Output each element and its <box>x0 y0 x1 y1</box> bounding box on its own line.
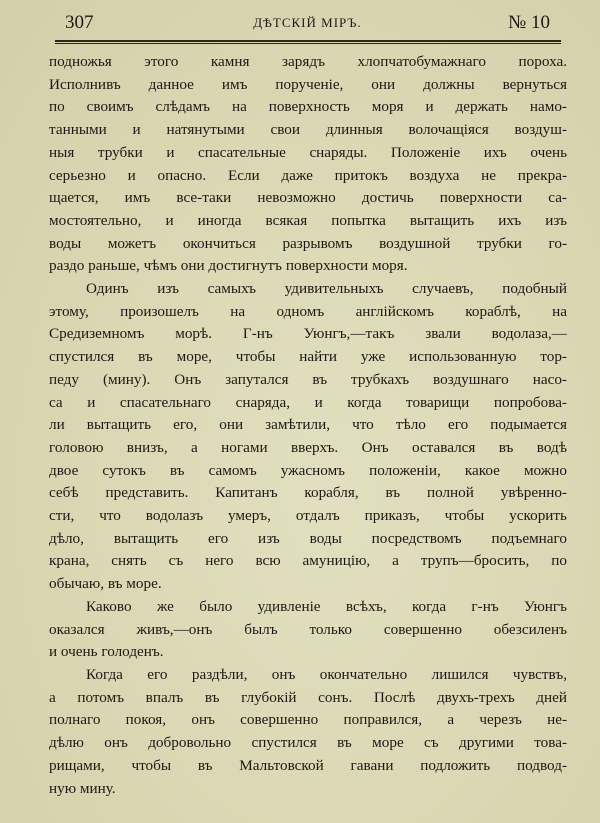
text-line: и очень голоденъ. <box>49 643 164 661</box>
header-rule <box>55 40 561 44</box>
text-line: серьезно и опасно. Если даже притокъ воздуха не прекра- <box>49 166 567 184</box>
text-line: Исполнивъ данное имъ порученіе, они должны вернуться <box>49 75 567 93</box>
text-line: сти, что водолазъ умеръ, отдалъ приказъ, чтобы ускорить <box>49 507 567 525</box>
text-line: оказался живъ,—онъ былъ только совершенно обезсиленъ <box>49 620 567 638</box>
text-line: ли вытащить его, они замѣтили, что тѣло его подымается <box>49 416 567 434</box>
paragraph <box>49 596 567 664</box>
text-line: крана, снять съ него всю амуницію, а трупъ—бросить, по <box>49 552 567 570</box>
text-line: педу (мину). Онъ запутался въ трубкахъ воздушнаго насо- <box>49 370 567 388</box>
text-line: рищами, чтобы въ Мальтовской гавани подложить подвод- <box>49 756 567 774</box>
text-line: Когда его раздѣли, онъ окончательно лишился чувствъ, <box>86 665 567 683</box>
text-line: Средиземномъ морѣ. Г-нъ Уюнгъ,—такъ звали водолаза,— <box>49 325 567 343</box>
page-number: 307 <box>65 12 94 33</box>
text-line: полнаго покоя, онъ совершенно поправился, а черезъ не- <box>49 711 567 729</box>
text-line: танными и натянутыми свои длинныя волочащіяся воздуш- <box>49 121 567 139</box>
text-line: головою внизъ, а ногами вверхъ. Онъ оставался въ водѣ <box>49 438 567 456</box>
body-text <box>49 51 567 800</box>
text-line: дѣло, вытащить его изъ воды посредствомъ подъемнаго <box>49 529 567 547</box>
text-line: щается, имъ все-таки невозможно достичь поверхности са- <box>49 189 567 207</box>
text-line: по своимъ слѣдамъ на поверхность моря и держать намо- <box>49 98 567 116</box>
text-line: мостоятельно, и иногда всякая попытка вытащить ихъ изъ <box>49 211 567 229</box>
text-line: этому, произошелъ на одномъ англійскомъ кораблѣ, на <box>49 302 567 320</box>
text-line: а потомъ впалъ въ глубокій сонъ. Послѣ двухъ-трехъ дней <box>49 688 567 706</box>
text-line: воды можетъ окончиться разрывомъ воздушной трубки го- <box>49 234 567 252</box>
text-line: обычаю, въ море. <box>49 575 162 593</box>
text-line: са и спасательнаго снаряда, и когда товарищи попробова- <box>49 393 567 411</box>
text-line: Одинъ изъ самыхъ удивительныхъ случаевъ, подобный <box>86 280 567 298</box>
text-line: спустился въ море, чтобы найти уже использованную тор- <box>49 348 567 366</box>
page-header <box>55 8 560 36</box>
paragraph <box>49 664 567 800</box>
paragraph <box>49 278 567 596</box>
text-line: себѣ представить. Капитанъ корабля, въ полной увѣренно- <box>49 484 567 502</box>
paragraph <box>49 51 567 278</box>
text-line: дѣлю онъ добровольно спустился въ море съ другими това- <box>49 734 567 752</box>
running-title: ДѢТСКІЙ МІРЪ. <box>253 15 362 30</box>
text-line: ныя трубки и спасательные снаряды. Положеніе ихъ очень <box>49 143 567 161</box>
text-line: раздо раньше, чѣмъ они достигнутъ поверхности моря. <box>49 257 408 275</box>
issue-number: № 10 <box>508 12 550 33</box>
text-line: подножья этого камня зарядъ хлопчатобумажнаго пороха. <box>49 53 567 70</box>
text-line: двое сутокъ въ самомъ ужасномъ положеніи, какое можно <box>49 461 567 479</box>
text-line: ную мину. <box>49 779 116 797</box>
text-line: Каково же было удивленіе всѣхъ, когда г-нъ Уюнгъ <box>86 597 567 615</box>
